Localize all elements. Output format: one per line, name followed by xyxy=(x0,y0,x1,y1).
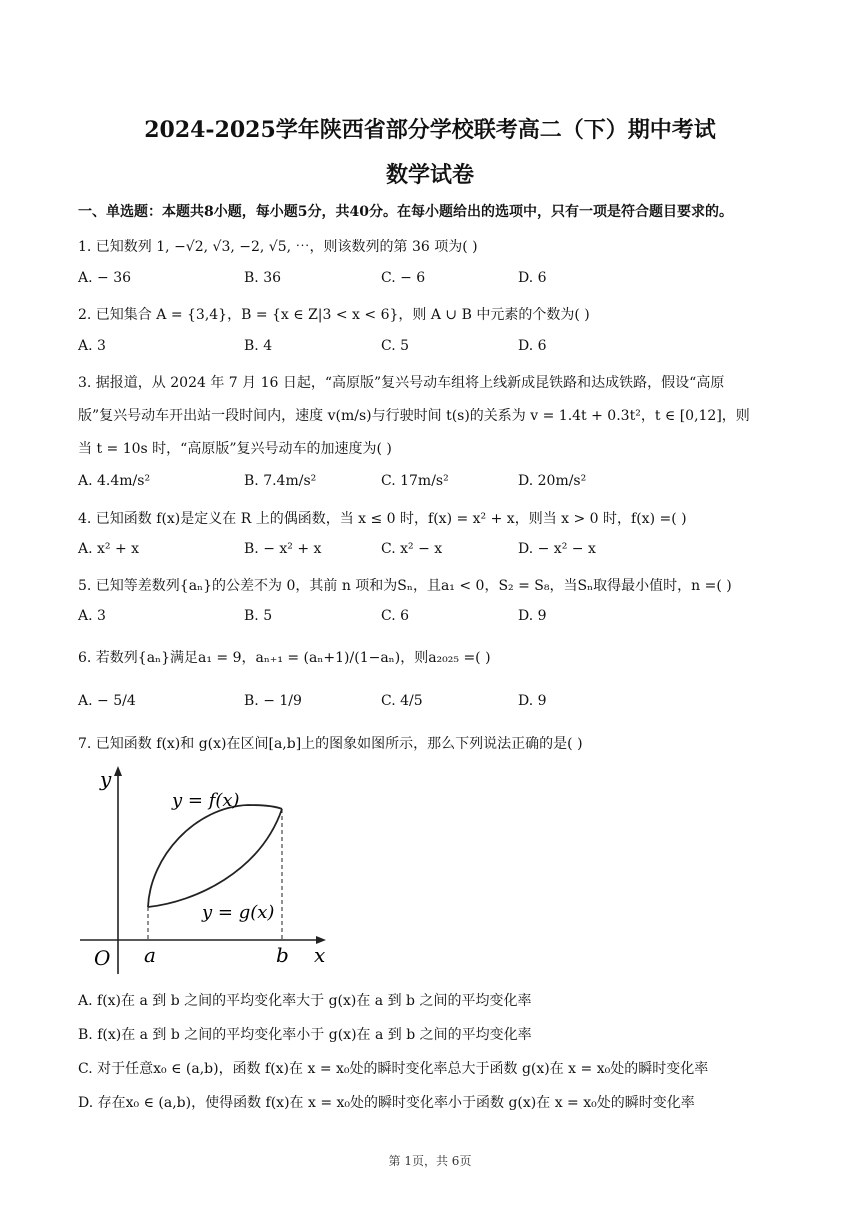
q5-option-b: B. 5 xyxy=(244,608,273,624)
b-label: b xyxy=(276,943,289,967)
question-1-stem: 1. 已知数列 1, −√2, √3, −2, √5, ⋯，则该数列的第 36 项为( ) xyxy=(78,239,478,255)
q5-option-c: C. 6 xyxy=(381,608,410,624)
function-graph-figure xyxy=(70,762,340,982)
q5-option-a: A. 3 xyxy=(78,608,106,624)
a-label: a xyxy=(144,943,156,967)
f-curve-label: y = f(x) xyxy=(172,790,240,811)
q2-option-a: A. 3 xyxy=(78,338,106,354)
q3-option-c: C. 17m/s² xyxy=(381,473,449,489)
question-2-stem: 2. 已知集合 A = {3,4}，B = {x ∈ Z|3 < x < 6}，则 A ∪ B 中元素的个数为( ) xyxy=(78,307,590,323)
q5-option-d: D. 9 xyxy=(518,608,547,624)
question-3-stem-line-1: 3. 据报道，从 2024 年 7 月 16 日起，“高原版”复兴号动车组将上线新成昆铁路和达成铁路，假设“高原 xyxy=(78,375,725,391)
q2-option-b: B. 4 xyxy=(244,338,273,354)
page-footer: 第 1页，共 6页 xyxy=(388,1154,472,1168)
q6-option-a: A. − 5/4 xyxy=(78,693,136,709)
q7-option-a: A. f(x)在 a 到 b 之间的平均变化率大于 g(x)在 a 到 b 之间的平均变化率 xyxy=(78,993,532,1009)
q3-option-d: D. 20m/s² xyxy=(518,473,587,489)
q3-option-a: A. 4.4m/s² xyxy=(78,473,151,489)
q1-option-a: A. − 36 xyxy=(78,270,132,286)
question-3-stem-line-2: 版”复兴号动车开出站一段时间内，速度 v(m/s)与行驶时间 t(s)的关系为 v = 1.4t + 0.3t²，t ∈ [0,12]，则 xyxy=(78,408,750,424)
question-5-stem: 5. 已知等差数列{aₙ}的公差不为 0，其前 n 项和为Sₙ，且a₁ < 0，S₂ = S₈，当Sₙ取得最小值时，n =( ) xyxy=(78,578,732,594)
q1-option-c: C. − 6 xyxy=(381,270,426,286)
q4-option-a: A. x² + x xyxy=(78,541,140,557)
q6-option-b: B. − 1/9 xyxy=(244,693,302,709)
q6-option-d: D. 9 xyxy=(518,693,547,709)
origin-label: O xyxy=(94,946,111,970)
q2-option-c: C. 5 xyxy=(381,338,410,354)
question-6-stem: 6. 若数列{aₙ}满足a₁ = 9，aₙ₊₁ = (aₙ+1)/(1−aₙ)，则a₂₀₂₅ =( ) xyxy=(78,650,491,666)
question-7-stem: 7. 已知函数 f(x)和 g(x)在区间[a,b]上的图象如图所示，那么下列说法正确的是( ) xyxy=(78,736,583,752)
exam-title: 2024-2025学年陕西省部分学校联考高二（下）期中考试 xyxy=(144,117,716,143)
y-axis-label: y xyxy=(100,767,112,791)
q7-option-c: C. 对于任意x₀ ∈ (a,b)，函数 f(x)在 x = x₀处的瞬时变化率总大于函数 g(x)在 x = x₀处的瞬时变化率 xyxy=(78,1061,709,1077)
q4-option-d: D. − x² − x xyxy=(518,541,596,557)
q4-option-c: C. x² − x xyxy=(381,541,443,557)
section-heading: 一、单选题：本题共8小题，每小题5分，共40分。在每小题给出的选项中，只有一项是符合题目要求的。 xyxy=(78,204,733,220)
q1-option-b: B. 36 xyxy=(244,270,282,286)
q6-option-c: C. 4/5 xyxy=(381,693,423,709)
y-axis-arrow xyxy=(114,766,122,776)
exam-subtitle: 数学试卷 xyxy=(385,162,474,188)
question-3-stem-line-3: 当 t = 10s 时，“高原版”复兴号动车的加速度为( ) xyxy=(78,441,392,457)
g-curve-label: y = g(x) xyxy=(202,902,275,923)
q7-option-d: D. 存在x₀ ∈ (a,b)，使得函数 f(x)在 x = x₀处的瞬时变化率小于函数 g(x)在 x = x₀处的瞬时变化率 xyxy=(78,1095,695,1111)
g-curve xyxy=(148,809,282,907)
f-curve xyxy=(148,805,282,907)
q2-option-d: D. 6 xyxy=(518,338,547,354)
question-4-stem: 4. 已知函数 f(x)是定义在 R 上的偶函数，当 x ≤ 0 时，f(x) = x² + x，则当 x > 0 时，f(x) =( ) xyxy=(78,511,687,527)
q1-option-d: D. 6 xyxy=(518,270,547,286)
x-axis-label: x xyxy=(314,943,326,967)
q7-option-b: B. f(x)在 a 到 b 之间的平均变化率小于 g(x)在 a 到 b 之间的平均变化率 xyxy=(78,1027,532,1043)
q3-option-b: B. 7.4m/s² xyxy=(244,473,317,489)
q4-option-b: B. − x² + x xyxy=(244,541,322,557)
